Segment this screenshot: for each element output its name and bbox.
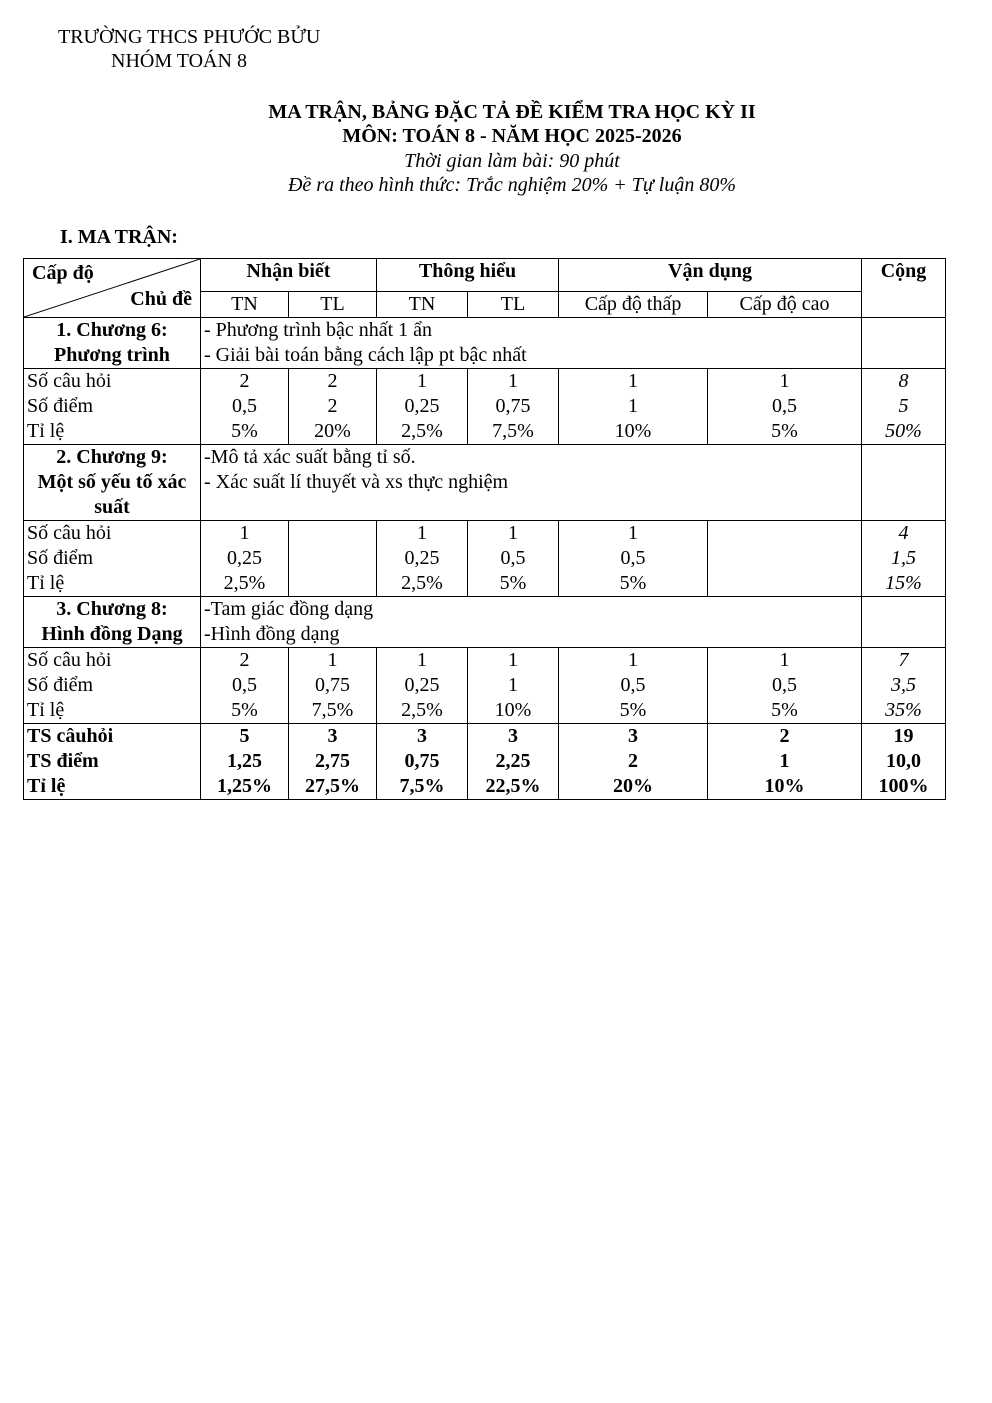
row-labels <box>24 521 201 597</box>
description-line: -Hình đồng dạng <box>204 623 340 645</box>
row-labels <box>24 369 201 445</box>
value-cell: 1 0,5 5% <box>559 648 708 724</box>
total-label: TS câuhỏi <box>27 725 114 747</box>
section-heading: I. MA TRẬN: <box>60 226 178 248</box>
subheader-tn: TN <box>201 292 289 318</box>
grand-total-cell: 2 1 10% <box>708 724 862 800</box>
description-line: - Xác suất lí thuyết và xs thực nghiệm <box>204 471 509 493</box>
subheader-tl: TL <box>468 292 559 318</box>
topic-title-cell <box>24 445 201 521</box>
exam-duration: Thời gian làm bài: 90 phút <box>404 150 620 172</box>
value-cell: 2 0,5 5% <box>201 369 289 445</box>
value-cell: 1 0,5 5% <box>708 648 862 724</box>
grand-total-cell: 19 10,0 100% <box>862 724 946 800</box>
header-thong-hieu: Thông hiểu <box>377 259 559 292</box>
grand-total-cell: 5 1,25 1,25% <box>201 724 289 800</box>
value-cell: 1 0,5 5% <box>708 369 862 445</box>
value-cell: 2 2 20% <box>289 369 377 445</box>
subheader-tl: TL <box>289 292 377 318</box>
row-label: Số câu hỏi <box>27 522 112 544</box>
grand-total-cell: 3 2 20% <box>559 724 708 800</box>
topic-title: Hình đồng Dạng <box>41 623 183 645</box>
exam-format: Đề ra theo hình thức: Trắc nghiệm 20% + Tự luận 80% <box>287 174 737 196</box>
total-cell: 8 5 50% <box>862 369 946 445</box>
value-cell: 1 0,5 5% <box>468 521 559 597</box>
value-cell: 1 0,5 5% <box>559 521 708 597</box>
value-cell: 2 0,5 5% <box>201 648 289 724</box>
value-cell: 1 0,25 2,5% <box>377 521 468 597</box>
total-labels <box>24 724 201 800</box>
row-label: Tỉ lệ <box>27 572 65 594</box>
row-label: Số điểm <box>27 547 94 569</box>
row-label: Số điểm <box>27 395 94 417</box>
row-labels <box>24 648 201 724</box>
doc-subtitle: MÔN: TOÁN 8 - NĂM HỌC 2025-2026 <box>342 125 682 147</box>
topic-title: Phương trình <box>54 344 170 366</box>
total-label: Tỉ lệ <box>27 775 66 797</box>
topic-title: suất <box>94 496 130 518</box>
row-label: Số điểm <box>27 674 94 696</box>
value-cell <box>708 521 862 597</box>
value-cell: 1 0,75 7,5% <box>468 369 559 445</box>
total-label: TS điểm <box>27 750 99 772</box>
school-name: TRƯỜNG THCS PHƯỚC BỬU <box>58 26 321 48</box>
description-line: - Giải bài toán bằng cách lập pt bậc nhất <box>204 344 527 366</box>
matrix-table <box>23 258 946 800</box>
topic-description <box>201 318 862 369</box>
total-cell: 7 3,5 35% <box>862 648 946 724</box>
header-nhan-biet: Nhận biết <box>201 259 377 292</box>
topic-title-cell <box>24 318 201 369</box>
value-cell: 1 0,75 7,5% <box>289 648 377 724</box>
value-cell <box>289 521 377 597</box>
corner-header-cell <box>24 259 201 318</box>
row-label: Số câu hỏi <box>27 649 112 671</box>
topic-title: 1. Chương 6: <box>56 319 168 341</box>
value-cell: 1 1 10% <box>559 369 708 445</box>
doc-title: MA TRẬN, BẢNG ĐẶC TẢ ĐỀ KIỂM TRA HỌC KỲ II <box>268 101 756 123</box>
topic-title: Một số yếu tố xác <box>37 471 187 493</box>
topic-title: 3. Chương 8: <box>56 598 168 620</box>
header-van-dung: Vận dụng <box>559 259 862 292</box>
topic-title-cell <box>24 597 201 648</box>
description-line: -Mô tả xác suất bằng tỉ số. <box>204 446 416 468</box>
subheader-low: Cấp độ thấp <box>559 292 708 318</box>
header-cong: Cộng <box>862 259 946 318</box>
value-cell: 1 0,25 2,5% <box>201 521 289 597</box>
total-cell: 4 1,5 15% <box>862 521 946 597</box>
group-name: NHÓM TOÁN 8 <box>111 50 247 72</box>
row-label: Tỉ lệ <box>27 420 65 442</box>
value-cell: 1 0,25 2,5% <box>377 369 468 445</box>
topic-description <box>201 445 862 521</box>
topic-description <box>201 597 862 648</box>
value-cell: 1 1 10% <box>468 648 559 724</box>
description-line: - Phương trình bậc nhất 1 ẩn <box>204 319 433 341</box>
corner-label-topic: Chủ đề <box>130 288 192 310</box>
topic-title: 2. Chương 9: <box>56 446 168 468</box>
grand-total-cell: 3 2,25 22,5% <box>468 724 559 800</box>
grand-total-cell: 3 2,75 27,5% <box>289 724 377 800</box>
row-label: Tỉ lệ <box>27 699 65 721</box>
row-label: Số câu hỏi <box>27 370 112 392</box>
value-cell: 1 0,25 2,5% <box>377 648 468 724</box>
grand-total-cell: 3 0,75 7,5% <box>377 724 468 800</box>
corner-label-level: Cấp độ <box>32 262 94 284</box>
description-line: -Tam giác đồng dạng <box>204 598 374 620</box>
subheader-high: Cấp độ cao <box>708 292 862 318</box>
subheader-tn: TN <box>377 292 468 318</box>
